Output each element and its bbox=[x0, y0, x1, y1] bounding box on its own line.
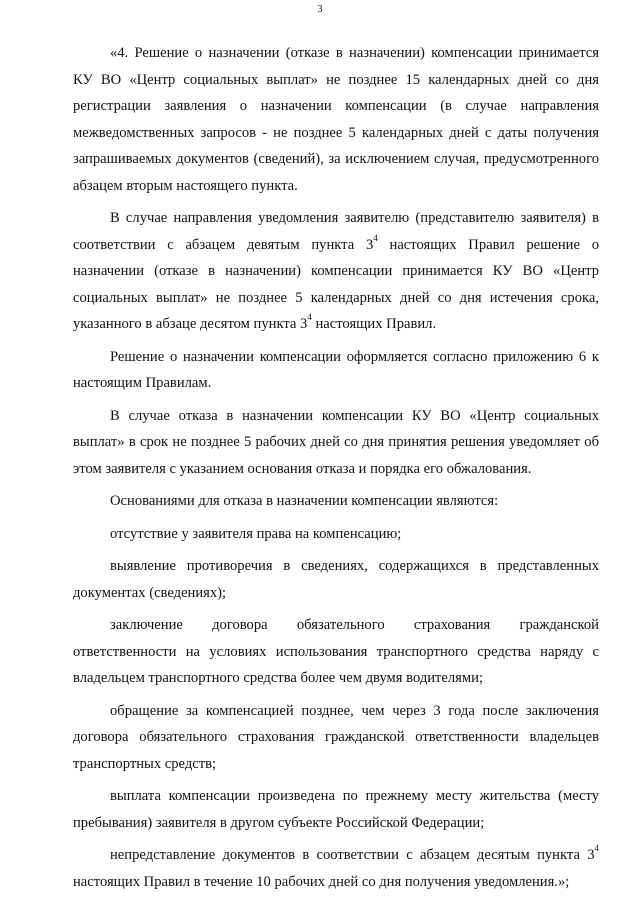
paragraph-ground-late-request: обращение за компенсацией позднее, чем через 3 года после заключения договора обязательного страхования гражданской ответственности владельцев транспортных средств; bbox=[73, 702, 599, 772]
page-number: 3 bbox=[317, 4, 323, 15]
paragraph-decision-deadline: «4. Решение о назначении (отказе в назначении) компенсации принимается КУ ВО «Центр социальных выплат» не позднее 15 календарных дней со дня регистрации заявления о назначении компенсации (в случае направления межведомственных запросов - не позднее 5 календарных дней с даты получения запрашиваемых документов (сведений), за исключением случая, предусмотренного абзацем вторым настоящего пункта. bbox=[73, 45, 599, 194]
superscript-4: 4 bbox=[594, 843, 599, 854]
superscript-4: 4 bbox=[373, 232, 378, 243]
paragraph-ground-contradiction: выявление противоречия в сведениях, содержащихся в представленных документах (сведениях); bbox=[73, 558, 599, 601]
superscript-4: 4 bbox=[307, 312, 312, 323]
paragraph-ground-drivers: заключение договора обязательного страхования гражданской ответственности на условиях использования транспортного средства наряду с владельцем транспортного средства более чем двумя водителями; bbox=[73, 617, 599, 686]
paragraph-notification-case: В случае направления уведомления заявителю (представителю заявителя) в соответствии с абзацем девятым пункта $3^4$ настоящих Правил решение о назначении (отказе в назначении) компенсации принимается КУ ВО «Центр социальных выплат» не позднее 5 календарных дней со дня истечения срока, указанного в абзаце десятом пункта $3^4$ настоящих Правил. bbox=[73, 210, 599, 332]
document-body bbox=[73, 40, 599, 895]
paragraph-refusal-grounds-intro: Основаниями для отказа в назначении компенсации являются: bbox=[110, 493, 499, 509]
paragraph-refusal-notice: В случае отказа в назначении компенсации КУ ВО «Центр социальных выплат» в срок не позднее 5 рабочих дней со дня принятия решения уведомляет об этом заявителя с указанием основания отказа и порядка его обжалования. bbox=[73, 407, 599, 477]
paragraph-ground-no-right: отсутствие у заявителя права на компенсацию; bbox=[110, 525, 402, 542]
paragraph-ground-missing-documents: непредставление документов в соответствии с абзацем десятым пункта $3^4$ настоящих Правил в течение 10 рабочих дней со дня получения уведомления.»; bbox=[73, 843, 599, 890]
paragraph-decision-form: Решение о назначении компенсации оформляется согласно приложению 6 к настоящим Правилам. bbox=[73, 348, 599, 391]
paragraph-ground-other-region: выплата компенсации произведена по прежнему месту жительства (месту пребывания) заявителя в другом субъекте Российской Федерации; bbox=[73, 788, 599, 831]
